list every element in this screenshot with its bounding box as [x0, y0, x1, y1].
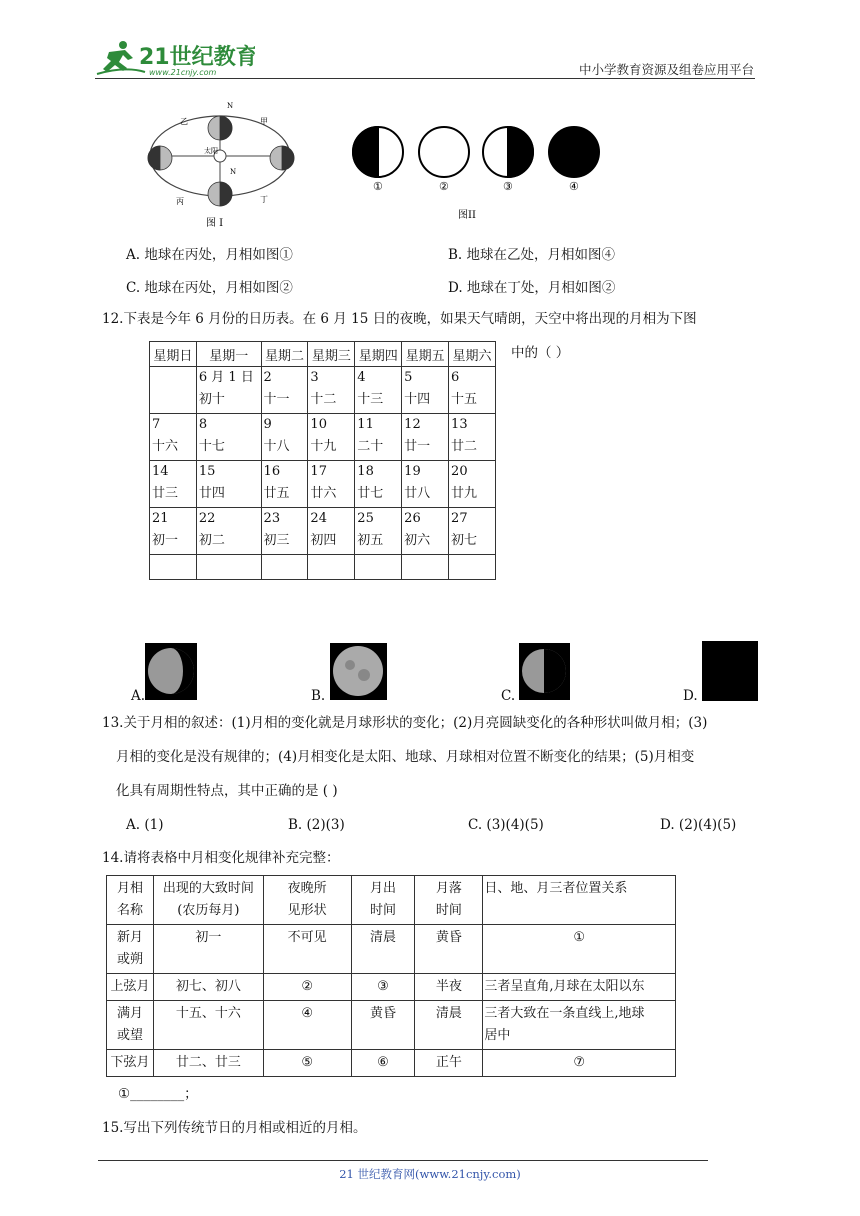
moon-table-cell: [351, 974, 415, 1001]
q11-option-d: D. 地球在丁处，月相如图②: [448, 280, 616, 296]
cal-header: 星期一: [196, 342, 261, 367]
calendar-lunar-date: 初六: [404, 533, 431, 548]
calendar-day-number: 13: [451, 417, 468, 432]
calendar-lunar-date: 廿四: [198, 486, 225, 501]
q12-option-c: C.: [501, 688, 516, 704]
moon-table-header-line: 月相: [116, 881, 143, 896]
moon-photo-c: [519, 643, 570, 700]
calendar-lunar-date: 十二: [310, 392, 337, 407]
fig2-num-1: ①: [373, 180, 383, 193]
calendar-lunar-date: 十七: [198, 439, 225, 454]
q13-option-c: C. (3)(4)(5): [468, 817, 544, 833]
calendar-day-number: 10: [310, 417, 327, 432]
calendar-lunar-date: 初七: [451, 533, 478, 548]
moon-table-cell: [483, 925, 676, 974]
calendar-cell: [355, 367, 402, 414]
calendar-cell: [196, 461, 261, 508]
calendar-lunar-date: 初十: [198, 392, 225, 407]
moon-table-cell-text: ②: [301, 979, 313, 994]
calendar-cell: [355, 555, 402, 580]
calendar-lunar-date: 十三: [357, 392, 384, 407]
calendar-cell: [402, 367, 449, 414]
moon-table-cell: [351, 1001, 415, 1050]
moon-table-cell: [415, 974, 483, 1001]
calendar-row: [150, 555, 496, 580]
moon-table-cell-text: 不可见: [287, 930, 327, 945]
cal-header: 星期四: [355, 342, 402, 367]
calendar-day-number: 25: [357, 511, 374, 526]
moon-table-cell-text: 廿二、廿三: [175, 1055, 241, 1070]
calendar-lunar-date: 二十: [357, 439, 384, 454]
moon-table-cell-text: 清晨: [435, 1006, 462, 1021]
cal-header: 星期五: [402, 342, 449, 367]
calendar-day-number: 9: [263, 417, 272, 432]
cal-header: 星期三: [308, 342, 355, 367]
calendar-cell: [261, 461, 308, 508]
calendar-cell: [402, 555, 449, 580]
calendar-lunar-date: 初一: [152, 533, 179, 548]
moon-table-header: [351, 876, 415, 925]
header-divider: [95, 78, 755, 79]
calendar-cell: [196, 555, 261, 580]
q13-line-2: 月相的变化是没有规律的；(4)月相变化是太阳、地球、月球相对位置不断变化的结果；(5)月相变: [116, 749, 695, 765]
calendar-lunar-date: 十五: [451, 392, 478, 407]
moon-table-cell-text: 下弦月: [110, 1055, 150, 1070]
fig1-caption: 图 I: [206, 218, 224, 229]
calendar-cell: [449, 367, 496, 414]
moon-table-cell: [415, 1001, 483, 1050]
q15-stem: 15.写出下列传统节日的月相或相近的月相。: [102, 1120, 367, 1136]
site-name: 中小学教育资源及组卷应用平台: [578, 62, 754, 77]
calendar-cell: [402, 508, 449, 555]
moon-table-cell: [415, 925, 483, 974]
moon-table-header-line: 见形状: [287, 903, 327, 918]
q11-option-b: B. 地球在乙处，月相如图④: [448, 247, 616, 263]
moon-table-cell-text: 十五、十六: [175, 1006, 241, 1021]
calendar-cell: [402, 461, 449, 508]
calendar-lunar-date: 初二: [198, 533, 225, 548]
calendar-day-number: 5: [404, 370, 413, 385]
fig2-caption: 图II: [458, 210, 476, 221]
moon-phase-table: [106, 875, 676, 1077]
calendar-lunar-date: 廿九: [451, 486, 478, 501]
calendar-cell: [196, 508, 261, 555]
moon-table-header-line: 日、地、月三者位置关系: [484, 881, 628, 896]
pos-bing: 丙: [176, 197, 184, 206]
calendar-cell: [150, 508, 197, 555]
calendar-cell: [196, 367, 261, 414]
calendar-lunar-date: 初三: [263, 533, 290, 548]
moon-table-row: [107, 925, 676, 974]
q13-line-3: 化具有周期性特点，其中正确的是 ( ): [116, 783, 338, 799]
calendar-cell: [150, 414, 197, 461]
moon-table-header-line: (农历每月): [177, 903, 240, 918]
moon-table-cell: [153, 1050, 263, 1077]
moon-table-cell-text: 正午: [435, 1055, 462, 1070]
calendar-lunar-date: 十六: [152, 439, 179, 454]
calendar-lunar-date: 廿六: [310, 486, 337, 501]
logo-text: 21世纪教育: [139, 45, 255, 70]
moon-table-cell: [107, 925, 154, 974]
moon-table-cell: [107, 1050, 154, 1077]
calendar-day-number: 15: [198, 464, 216, 479]
fig2-num-2: ②: [439, 180, 449, 193]
calendar-row: [150, 461, 496, 508]
q13-line-1: 13.关于月相的叙述：(1)月相的变化就是月球形状的变化；(2)月亮圆缺变化的各种形状叫做月相；(3): [102, 715, 708, 731]
moon-table-cell-text: ⑤: [301, 1055, 313, 1070]
q12-stem: 12.下表是今年 6 月份的日历表。在 6 月 15 日的夜晚，如果天气晴朗，天空中将出现的月相为下图: [102, 311, 697, 327]
fig2-num-4: ④: [569, 180, 579, 193]
moon-table-cell: [351, 1050, 415, 1077]
calendar-day-number: 16: [263, 464, 281, 479]
q11-option-c: C. 地球在丙处，月相如图②: [126, 280, 293, 296]
moon-table-cell-text: 三者呈直角,月球在太阳以东: [484, 979, 645, 994]
calendar-lunar-date: 十一: [263, 392, 290, 407]
cal-header: 星期日: [150, 342, 197, 367]
moon-table-cell-text: 三者大致在一条直线上,地球: [484, 1006, 645, 1021]
q12-stem-tail: 中的（ ）: [511, 345, 570, 361]
moon-table-cell: [415, 1050, 483, 1077]
calendar-lunar-date: 初四: [310, 533, 337, 548]
pos-yi: 乙: [180, 117, 188, 126]
calendar-row: [150, 414, 496, 461]
moon-table-cell: [263, 925, 351, 974]
moon-table-cell-text: 黄昏: [435, 930, 462, 945]
moon-table-cell-text: ①: [573, 930, 585, 945]
calendar-cell: [449, 414, 496, 461]
moon-table-cell: [107, 1001, 154, 1050]
moon-table-cell: [153, 925, 263, 974]
calendar-cell: [449, 461, 496, 508]
calendar-lunar-date: 廿八: [404, 486, 431, 501]
moon-table-header-line: 夜晚所: [287, 881, 327, 896]
calendar-day-number: 2: [263, 370, 272, 385]
moon-table-header-line: 时间: [435, 903, 462, 918]
fig2-num-3: ③: [503, 180, 513, 193]
calendar-lunar-date: 廿二: [451, 439, 478, 454]
moon-table-header-line: 名称: [116, 903, 143, 918]
moon-photo-a: [145, 643, 197, 700]
calendar-cell: [261, 555, 308, 580]
moon-table-header: [153, 876, 263, 925]
moon-table-cell: [153, 1001, 263, 1050]
moon-table-cell-text: 黄昏: [370, 1006, 397, 1021]
calendar-cell: [449, 508, 496, 555]
moon-table-cell: [351, 925, 415, 974]
moon-table-header: [415, 876, 483, 925]
calendar-lunar-date: 廿一: [404, 439, 431, 454]
cal-header: 星期二: [261, 342, 308, 367]
q12-option-a: A.: [131, 688, 146, 704]
calendar-cell: [449, 555, 496, 580]
moon-table-row: [107, 974, 676, 1001]
calendar-day-number: 12: [404, 417, 421, 432]
q13-option-b: B. (2)(3): [288, 817, 345, 833]
figure-1-orbit-diagram: [132, 98, 312, 230]
calendar-cell: [308, 555, 355, 580]
calendar-cell: [308, 508, 355, 555]
calendar-cell: [355, 414, 402, 461]
calendar-day-number: 3: [310, 370, 319, 385]
calendar-day-number: 6: [451, 370, 460, 385]
moon-table-cell-text: 初一: [195, 930, 222, 945]
calendar-cell: [355, 508, 402, 555]
site-logo: [95, 38, 255, 78]
moon-table-cell-text: ⑥: [377, 1055, 389, 1070]
footer-text: 21 世纪教育网(www.21cnjy.com): [339, 1167, 521, 1181]
calendar-lunar-date: 廿五: [263, 486, 290, 501]
calendar-day-number: 22: [198, 511, 216, 526]
moon-table-cell-text: 新月: [116, 930, 143, 945]
calendar-table: [149, 341, 496, 580]
calendar-cell: [196, 414, 261, 461]
calendar-lunar-date: 十四: [404, 392, 431, 407]
moon-table-cell: [263, 1050, 351, 1077]
north-label: N: [227, 102, 234, 110]
moon-table-cell-text: ⑦: [573, 1055, 585, 1070]
calendar-day-number: 4: [357, 370, 366, 385]
moon-table-header-line: 出现的大致时间: [162, 881, 254, 896]
calendar-cell: [261, 367, 308, 414]
moon-table-cell-text: 或朔: [116, 952, 143, 967]
calendar-row: [150, 367, 496, 414]
logo-url: www.21cnjy.com: [149, 68, 217, 77]
calendar-day-number: 17: [310, 464, 327, 479]
calendar-cell: [308, 461, 355, 508]
calendar-cell: [308, 414, 355, 461]
calendar-day-number: 27: [451, 511, 468, 526]
calendar-cell: [308, 367, 355, 414]
moon-table-row: [107, 1050, 676, 1077]
moon-table-header-line: 月落: [435, 881, 462, 896]
calendar-lunar-date: 廿三: [152, 486, 179, 501]
cal-header: 星期六: [449, 342, 496, 367]
sun-label: 太阳: [204, 147, 218, 155]
calendar-day-number: 23: [263, 511, 281, 526]
moon-table-cell: [483, 1050, 676, 1077]
q13-option-d: D. (2)(4)(5): [660, 817, 737, 833]
calendar-cell: [150, 367, 197, 414]
moon-table-header: [263, 876, 351, 925]
moon-photo-b: [330, 643, 387, 700]
calendar-day-number: 18: [357, 464, 374, 479]
moon-table-cell: [483, 1001, 676, 1050]
calendar-day-number: 26: [404, 511, 421, 526]
moon-table-cell: [153, 974, 263, 1001]
q14-blank-1: ①________；: [118, 1086, 198, 1102]
calendar-day-number: 7: [152, 417, 161, 432]
calendar-cell: [261, 508, 308, 555]
calendar-cell: [261, 414, 308, 461]
calendar-day-number: 6 月 1 日: [198, 370, 254, 385]
q14-stem: 14.请将表格中月相变化规律补充完整：: [102, 850, 340, 866]
q11-option-a: A. 地球在丙处，月相如图①: [126, 247, 293, 263]
pos-jia: 甲: [260, 117, 268, 126]
moon-table-cell: [483, 974, 676, 1001]
moon-table-header-line: 月出: [370, 881, 397, 896]
q13-option-a: A. (1): [126, 817, 164, 833]
moon-table-cell-text: 初七、初八: [175, 979, 241, 994]
moon-table-header: [483, 876, 676, 925]
moon-table-cell: [107, 974, 154, 1001]
footer-divider: [98, 1160, 708, 1161]
calendar-day-number: 19: [404, 464, 421, 479]
calendar-day-number: 11: [357, 417, 374, 432]
calendar-row: [150, 508, 496, 555]
calendar-lunar-date: 十九: [310, 439, 337, 454]
figure-2-moon-phases: [348, 120, 608, 228]
calendar-lunar-date: 初五: [357, 533, 384, 548]
q12-option-b: B.: [311, 688, 326, 704]
calendar-lunar-date: 十八: [263, 439, 290, 454]
moon-table-cell-text: 或望: [116, 1028, 143, 1043]
moon-table-cell-text: 居中: [484, 1028, 511, 1043]
calendar-lunar-date: 廿七: [357, 486, 384, 501]
q12-option-d: D.: [683, 688, 698, 704]
calendar-day-number: 8: [198, 417, 208, 432]
calendar-day-number: 20: [451, 464, 468, 479]
moon-table-cell-text: 上弦月: [110, 979, 150, 994]
moon-table-cell-text: 满月: [116, 1006, 143, 1021]
calendar-cell: [355, 461, 402, 508]
moon-table-cell-text: 清晨: [370, 930, 397, 945]
moon-table-cell: [263, 974, 351, 1001]
calendar-day-number: 21: [152, 511, 169, 526]
moon-table-row: [107, 1001, 676, 1050]
moon-table-header-line: 时间: [370, 903, 397, 918]
moon-table-cell: [263, 1001, 351, 1050]
calendar-cell: [150, 461, 197, 508]
moon-table-cell-text: 半夜: [435, 979, 462, 994]
calendar-day-number: 24: [310, 511, 327, 526]
moon-table-cell-text: ③: [377, 979, 389, 994]
north-label-2: N: [230, 168, 237, 176]
moon-photo-d: [702, 641, 758, 701]
moon-table-cell-text: ④: [301, 1006, 313, 1021]
calendar-cell: [150, 555, 197, 580]
moon-table-header: [107, 876, 154, 925]
pos-ding: 丁: [260, 195, 268, 204]
calendar-day-number: 14: [152, 464, 169, 479]
calendar-cell: [402, 414, 449, 461]
